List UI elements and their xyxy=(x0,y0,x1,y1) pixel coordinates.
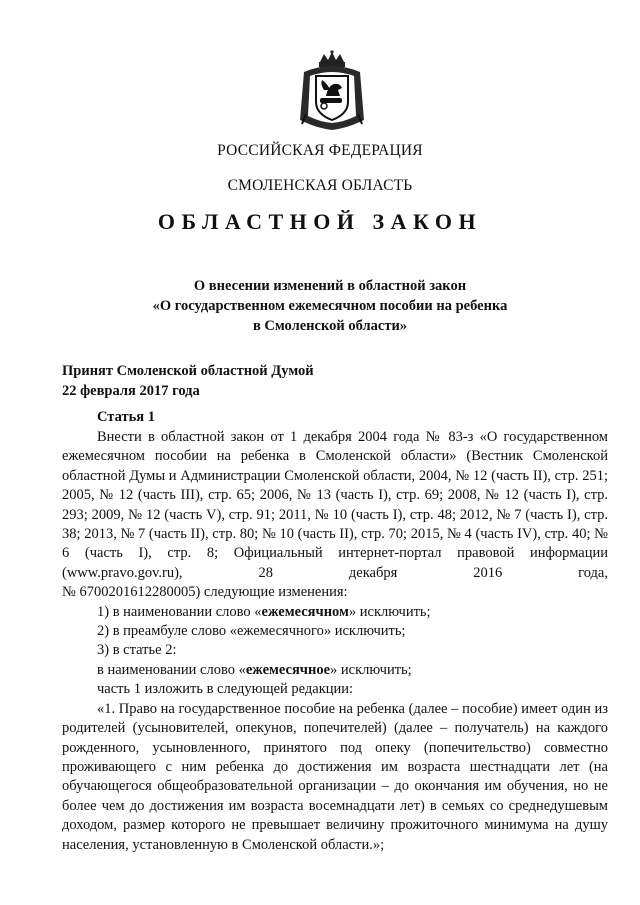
article-heading: Статья 1 xyxy=(97,409,155,425)
amended-text-quote: «1. Право на государственное пособие на ребенка (далее – пособие) имеет один из родителей (усыновителей, опекунов, попечителей) (далее – получатель) на каждого рожденного, усыновленного, принятого под опеку (попечительство) совместно проживающего с ним ребенка до достижения им возраста шестнадцати лет (на обучающегося общеобразовательной организации – до окончания им обучения, но не более чем до достижения им возраста восемнадцати лет) в семьях со среднедушевым доходом, размер которого не превышает величину прожиточного минимума на душу населения, установленную в Смоленской области.»; xyxy=(62,700,608,853)
adoption-info xyxy=(62,361,314,401)
adoption-date: 22 февраля 2017 года xyxy=(62,383,200,399)
amendment-item-3b: часть 1 изложить в следующей редакции: xyxy=(97,681,354,698)
article-intro: Внести в областной закон от 1 декабря 2004 года № 83-з «О государственном ежемесячном пособии на ребенка в Смоленской области» (Вестник Смоленской областной Думы и Администрации Смоленской области, 2004, № 12 (часть II), стр. 251; 2005, № 12 (часть III), стр. 65; 2006, № 13 (часть I), стр. 69; 2008, № 12 (часть I), стр. 293; 2009, № 12 (часть V), стр. 91; 2011, № 10 (часть I), стр. 48; 2012, № 7 (часть I), стр. 38; 2013, № 7 (часть II), стр. 80; № 10 (часть II), стр. 70; 2015, № 4 (часть IV), стр. 40; № 6 (часть I), стр. 8; Официальный интернет-портал правовой информации (www.pravo.gov.ru), 28 декабря 2016 года, xyxy=(62,429,608,581)
country-heading: РОССИЙСКАЯ ФЕДЕРАЦИЯ xyxy=(217,142,423,159)
amendment-item-3: 3) в статье 2: xyxy=(97,642,177,659)
amendment-item-3a xyxy=(62,661,608,680)
item-bold-word: ежемесячное xyxy=(245,661,331,678)
article-intro-end: № 6700201612280005) следующие изменения: xyxy=(62,584,348,601)
item-text: » исключить; xyxy=(348,603,431,620)
amendment-item-1 xyxy=(62,603,608,622)
smolensk-coat-of-arms-emblem xyxy=(296,50,368,132)
region-heading: СМОЛЕНСКАЯ ОБЛАСТЬ xyxy=(227,177,413,194)
amendment-item-2: 2) в преамбуле слово «ежемесячного» исключить; xyxy=(97,623,406,640)
item-text: » исключить; xyxy=(330,661,412,678)
item-text: 1) в наименовании слово « xyxy=(97,603,262,620)
document-type-heading: ОБЛАСТНОЙ ЗАКОН xyxy=(157,209,483,234)
item-text: в наименовании слово « xyxy=(97,661,246,678)
law-title-line: О внесении изменений в областной закон xyxy=(193,278,467,294)
law-title xyxy=(120,276,540,336)
item-bold-word: ежемесячном xyxy=(261,603,349,620)
law-title-line: «О государственном ежемесячном пособии на ребенка xyxy=(152,298,508,314)
article-body xyxy=(62,428,608,855)
adopted-by: Принят Смоленской областной Думой xyxy=(62,363,314,379)
law-title-line: в Смоленской области» xyxy=(252,318,408,334)
